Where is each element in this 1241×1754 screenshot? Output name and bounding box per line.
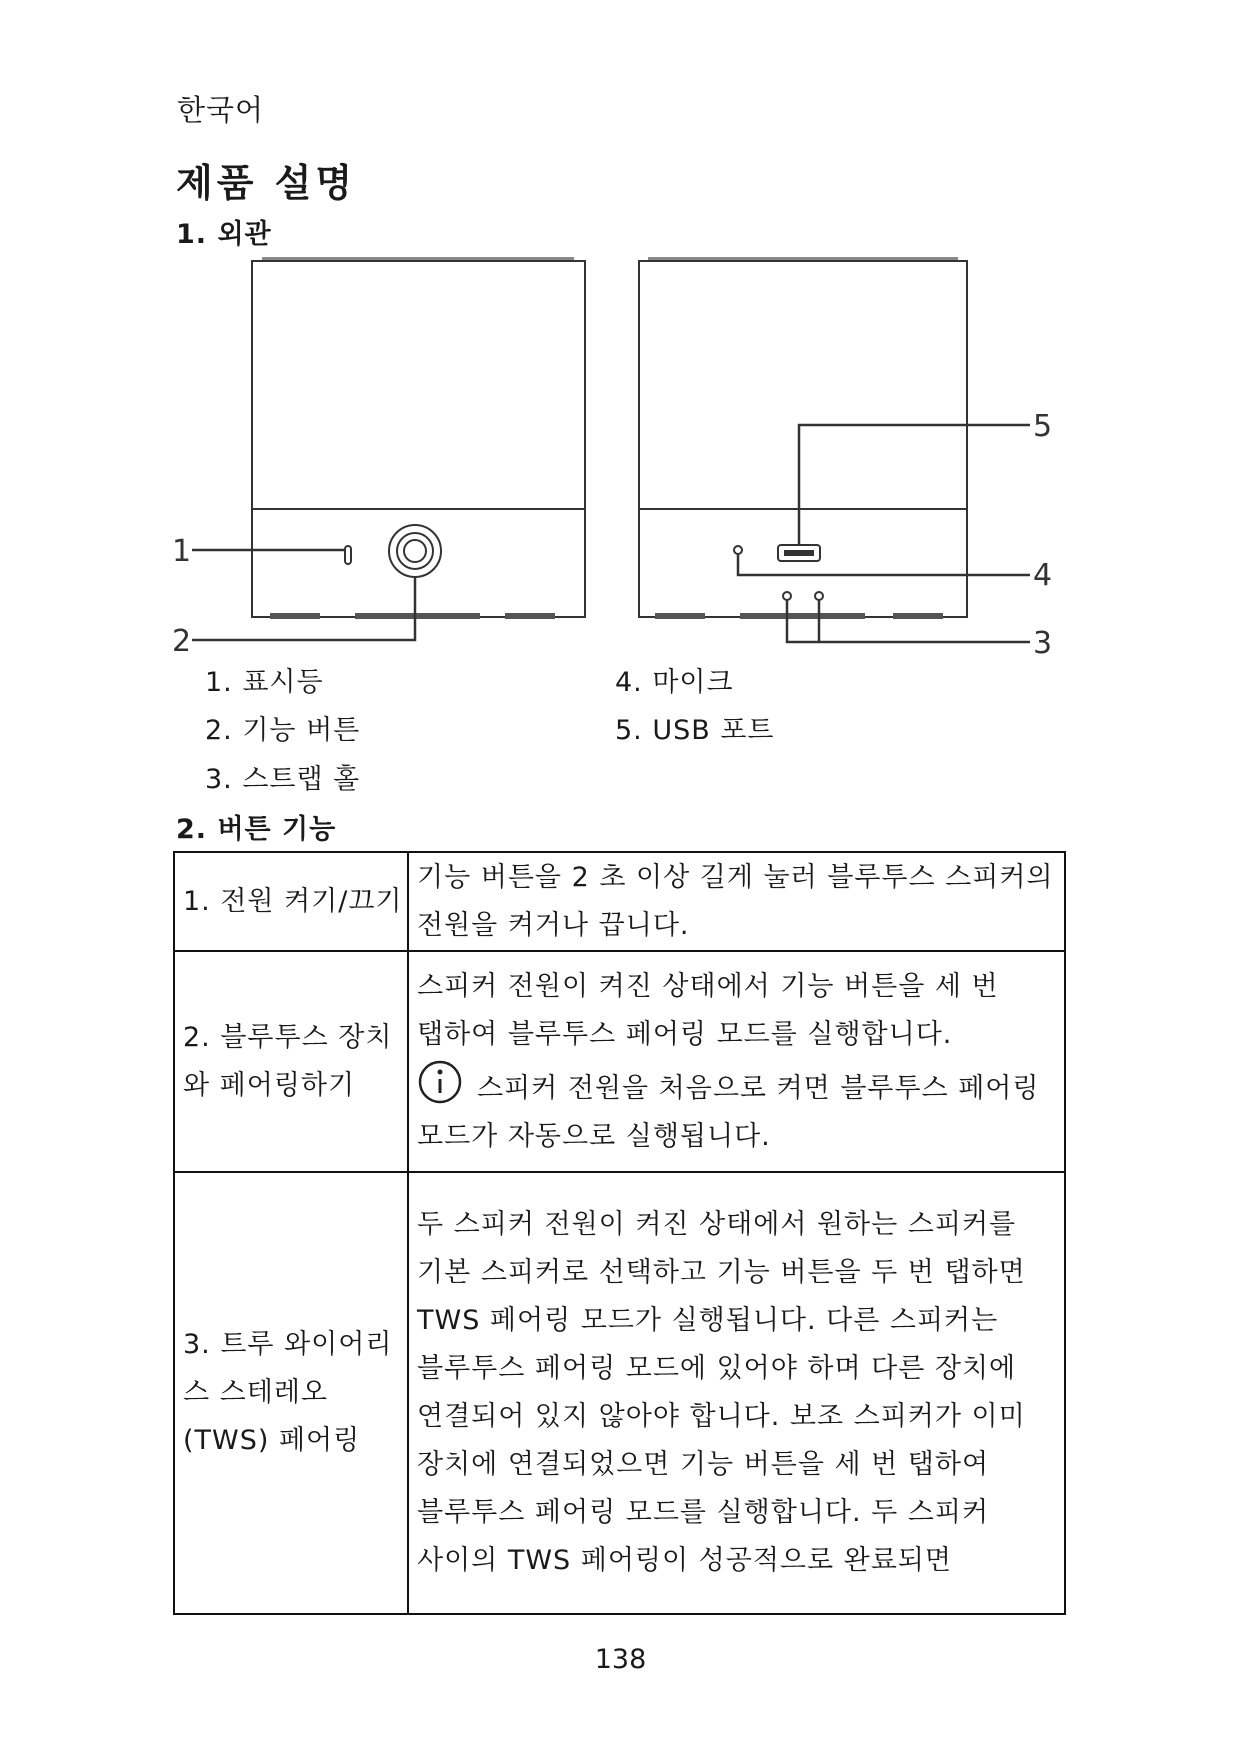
section-heading-button-functions: 2. 버튼 기능 bbox=[176, 814, 337, 845]
legend-microphone: 4. 마이크 bbox=[615, 667, 734, 698]
table-row bbox=[174, 951, 1065, 1172]
legend-indicator: 1. 표시등 bbox=[205, 667, 324, 698]
callout-5: 5 bbox=[1033, 409, 1053, 444]
legend-function-button: 2. 기능 버튼 bbox=[205, 715, 361, 746]
callout-1: 1 bbox=[172, 534, 192, 569]
description-cell bbox=[408, 951, 1065, 1172]
language-label: 한국어 bbox=[177, 93, 265, 127]
description-cell: 두 스피커 전원이 켜진 상태에서 원하는 스피커를 기본 스피커로 선택하고 기능 버튼을 두 번 탭하면 TWS 페어링 모드가 실행됩니다. 다른 스피커는 블루투스 페어링 모드에 있어야 하며 다른 장치에 연결되어 있지 않아야 합니다. 보조 스피커가 이미 장치에 연결되었으면 기능 버튼을 세 번 탭하여 블루투스 페어링 모드를 실행합니다. 두 스피커 사이의 TWS 페어링이 성공적으로 완료되면 bbox=[408, 1172, 1065, 1614]
speaker-front-illustration bbox=[252, 259, 585, 619]
function-cell: 2. 블루투스 장치와 페어링하기 bbox=[174, 951, 408, 1172]
description-text: 스피커 전원이 켜진 상태에서 기능 버튼을 세 번 탭하여 블루투스 페어링 모드를 실행합니다. bbox=[417, 970, 999, 1050]
info-note bbox=[417, 1059, 1058, 1161]
table-row bbox=[174, 1172, 1065, 1614]
info-icon bbox=[417, 1059, 463, 1105]
table-row bbox=[174, 852, 1065, 951]
page-title: 제품 설명 bbox=[176, 161, 357, 205]
info-note-text: 스피커 전원을 처음으로 켜면 블루투스 페어링 모드가 자동으로 실행됩니다. bbox=[417, 1072, 1040, 1152]
speaker-diagram bbox=[0, 0, 1241, 680]
callout-2: 2 bbox=[172, 624, 192, 659]
description-cell: 기능 버튼을 2 초 이상 길게 눌러 블루투스 스피커의 전원을 켜거나 끕니다. bbox=[408, 852, 1065, 951]
page-number: 138 bbox=[594, 1644, 647, 1675]
function-cell: 1. 전원 켜기/끄기 bbox=[174, 852, 408, 951]
callout-4: 4 bbox=[1033, 558, 1053, 593]
function-cell: 3. 트루 와이어리스 스테레오(TWS) 페어링 bbox=[174, 1172, 408, 1614]
button-function-table bbox=[173, 851, 1066, 1615]
legend-usb-port: 5. USB 포트 bbox=[615, 715, 775, 746]
callout-3: 3 bbox=[1033, 626, 1053, 661]
speaker-back-illustration bbox=[639, 259, 967, 619]
legend-strap-hole: 3. 스트랩 홀 bbox=[205, 764, 361, 795]
section-heading-appearance: 1. 외관 bbox=[176, 219, 272, 250]
